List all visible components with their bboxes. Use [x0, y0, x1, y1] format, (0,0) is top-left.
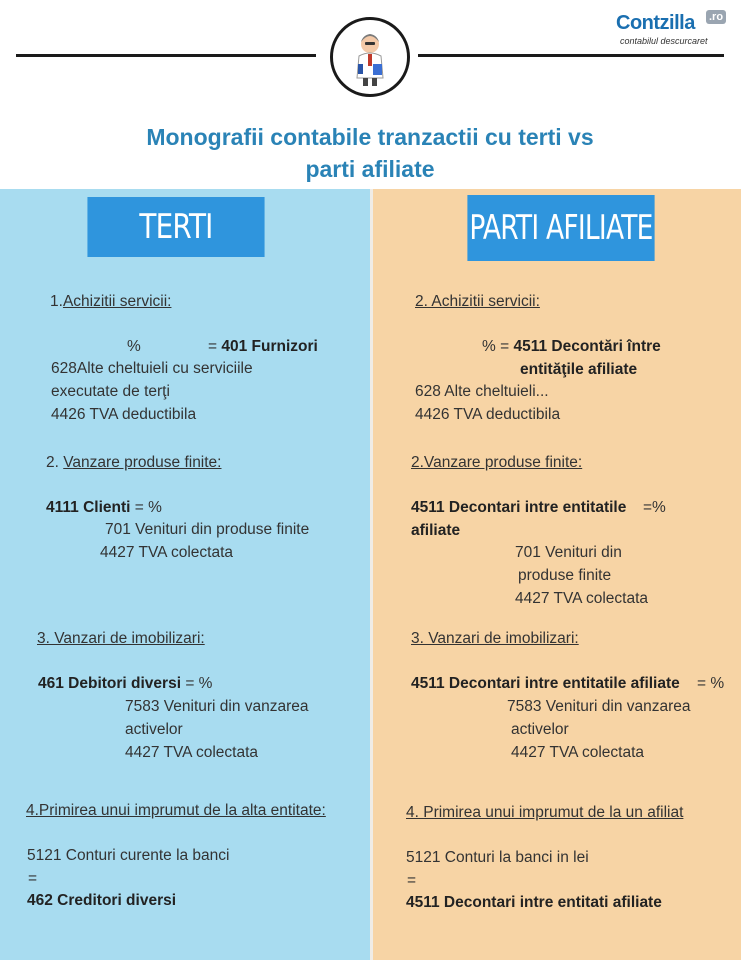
terti-s1-heading	[50, 291, 171, 313]
page-title-line-1: Monografii contabile tranzactii cu terti vs	[146, 124, 594, 150]
terti-s1-debit1a: 628Alte cheltuieli cu serviciile	[51, 360, 253, 377]
terti-s1-eq: =	[208, 338, 222, 355]
terti-s1-heading-num: 1.	[50, 293, 63, 310]
afiliate-banner: PARTI AFILIATE	[467, 195, 654, 261]
afiliate-s4-eq: =	[407, 872, 417, 889]
terti-s2-eq: = %	[130, 499, 162, 516]
afiliate-s1-pct-eq: % =	[482, 338, 514, 355]
terti-s4-credit: 462 Creditori diversi	[27, 892, 177, 909]
afiliate-s3-credit1a: 7583 Venituri din vanzarea	[507, 698, 691, 715]
terti-s3-debit: 461 Debitori diversi	[38, 675, 182, 692]
afiliate-s3-credit1b: activelor	[511, 721, 569, 738]
terti-s1-credit-line	[208, 336, 318, 358]
terti-s3-credit2: 4427 TVA colectata	[125, 744, 258, 761]
page-title	[60, 121, 680, 185]
contzilla-logo[interactable]	[616, 12, 730, 52]
terti-s3-credit1a: 7583 Venituri din vanzarea	[125, 698, 309, 715]
header-divider-left	[16, 54, 316, 57]
terti-s3-credit1b: activelor	[125, 721, 183, 738]
afiliate-s1-credit-a: 4511 Decontări între	[513, 338, 661, 355]
afiliate-s3-heading: 3. Vanzari de imobilizari:	[411, 630, 579, 647]
terti-s3-debit-line	[38, 673, 212, 695]
logo-tagline: contabilul descurcaret	[620, 36, 708, 46]
header-divider-right	[418, 54, 724, 57]
terti-s1-heading-text: Achizitii servicii:	[62, 293, 172, 310]
terti-s4-debit: 5121 Conturi curente la banci	[27, 847, 230, 864]
terti-s3-eq: = %	[181, 675, 213, 692]
afiliate-s2-credit1a: 701 Venituri din	[515, 544, 622, 561]
terti-s2-heading-num: 2.	[46, 454, 64, 471]
terti-s1-debit2: 4426 TVA deductibila	[51, 406, 197, 423]
afiliate-s4-heading: 4. Primirea unui imprumut de la un afiliat	[406, 804, 684, 821]
afiliate-s1-heading: 2. Achizitii servicii:	[415, 293, 540, 310]
terti-s4-heading: 4.Primirea unui imprumut de la alta entitate:	[26, 802, 326, 819]
terti-s1-percent: %	[127, 338, 141, 355]
logo-name: Contzilla	[616, 12, 695, 34]
afiliate-s1-credit-b: entităţile afiliate	[520, 361, 638, 378]
afiliate-s1-debit1: 628 Alte cheltuieli...	[415, 383, 549, 400]
afiliate-s2-credit2: 4427 TVA colectata	[515, 590, 648, 607]
afiliate-s2-debit-b: afiliate	[411, 522, 461, 539]
terti-banner: TERTI	[87, 197, 264, 257]
afiliate-s1-debit2: 4426 TVA deductibila	[415, 406, 561, 423]
afiliate-s3-credit2: 4427 TVA colectata	[511, 744, 644, 761]
afiliate-s2-credit1b: produse finite	[518, 567, 612, 584]
afiliate-s4-credit: 4511 Decontari intre entitati afiliate	[406, 894, 662, 911]
afiliate-s4-debit: 5121 Conturi la banci in lei	[406, 849, 589, 866]
afiliate-s3-debit: 4511 Decontari intre entitatile afiliate	[411, 675, 680, 692]
afiliate-s2-eq: =%	[643, 499, 666, 516]
afiliate-s2-debit-a: 4511 Decontari intre entitatile	[411, 499, 627, 516]
terti-s2-debit-line	[46, 497, 162, 519]
terti-s2-debit: 4111 Clienti	[46, 499, 131, 516]
terti-s1-credit: 401 Furnizori	[221, 338, 318, 355]
afiliate-s3-eq: = %	[697, 675, 725, 692]
terti-s2-credit1: 701 Venituri din produse finite	[105, 521, 310, 538]
logo-tld-badge: .ro	[706, 10, 726, 24]
terti-s2-heading	[46, 452, 222, 474]
afiliate-s2-heading: 2.Vanzare produse finite:	[411, 454, 583, 471]
afiliate-s1-credit-line	[482, 336, 661, 358]
terti-s2-heading-text: Vanzare produse finite:	[63, 454, 222, 471]
terti-s4-eq: =	[28, 870, 38, 887]
terti-s2-credit2: 4427 TVA colectata	[100, 544, 233, 561]
page-title-line-2: parti afiliate	[305, 156, 435, 182]
terti-s3-heading: 3. Vanzari de imobilizari:	[37, 630, 205, 647]
doctor-mascot-icon	[330, 17, 410, 97]
terti-s1-debit1b: executate de terţi	[51, 383, 170, 400]
